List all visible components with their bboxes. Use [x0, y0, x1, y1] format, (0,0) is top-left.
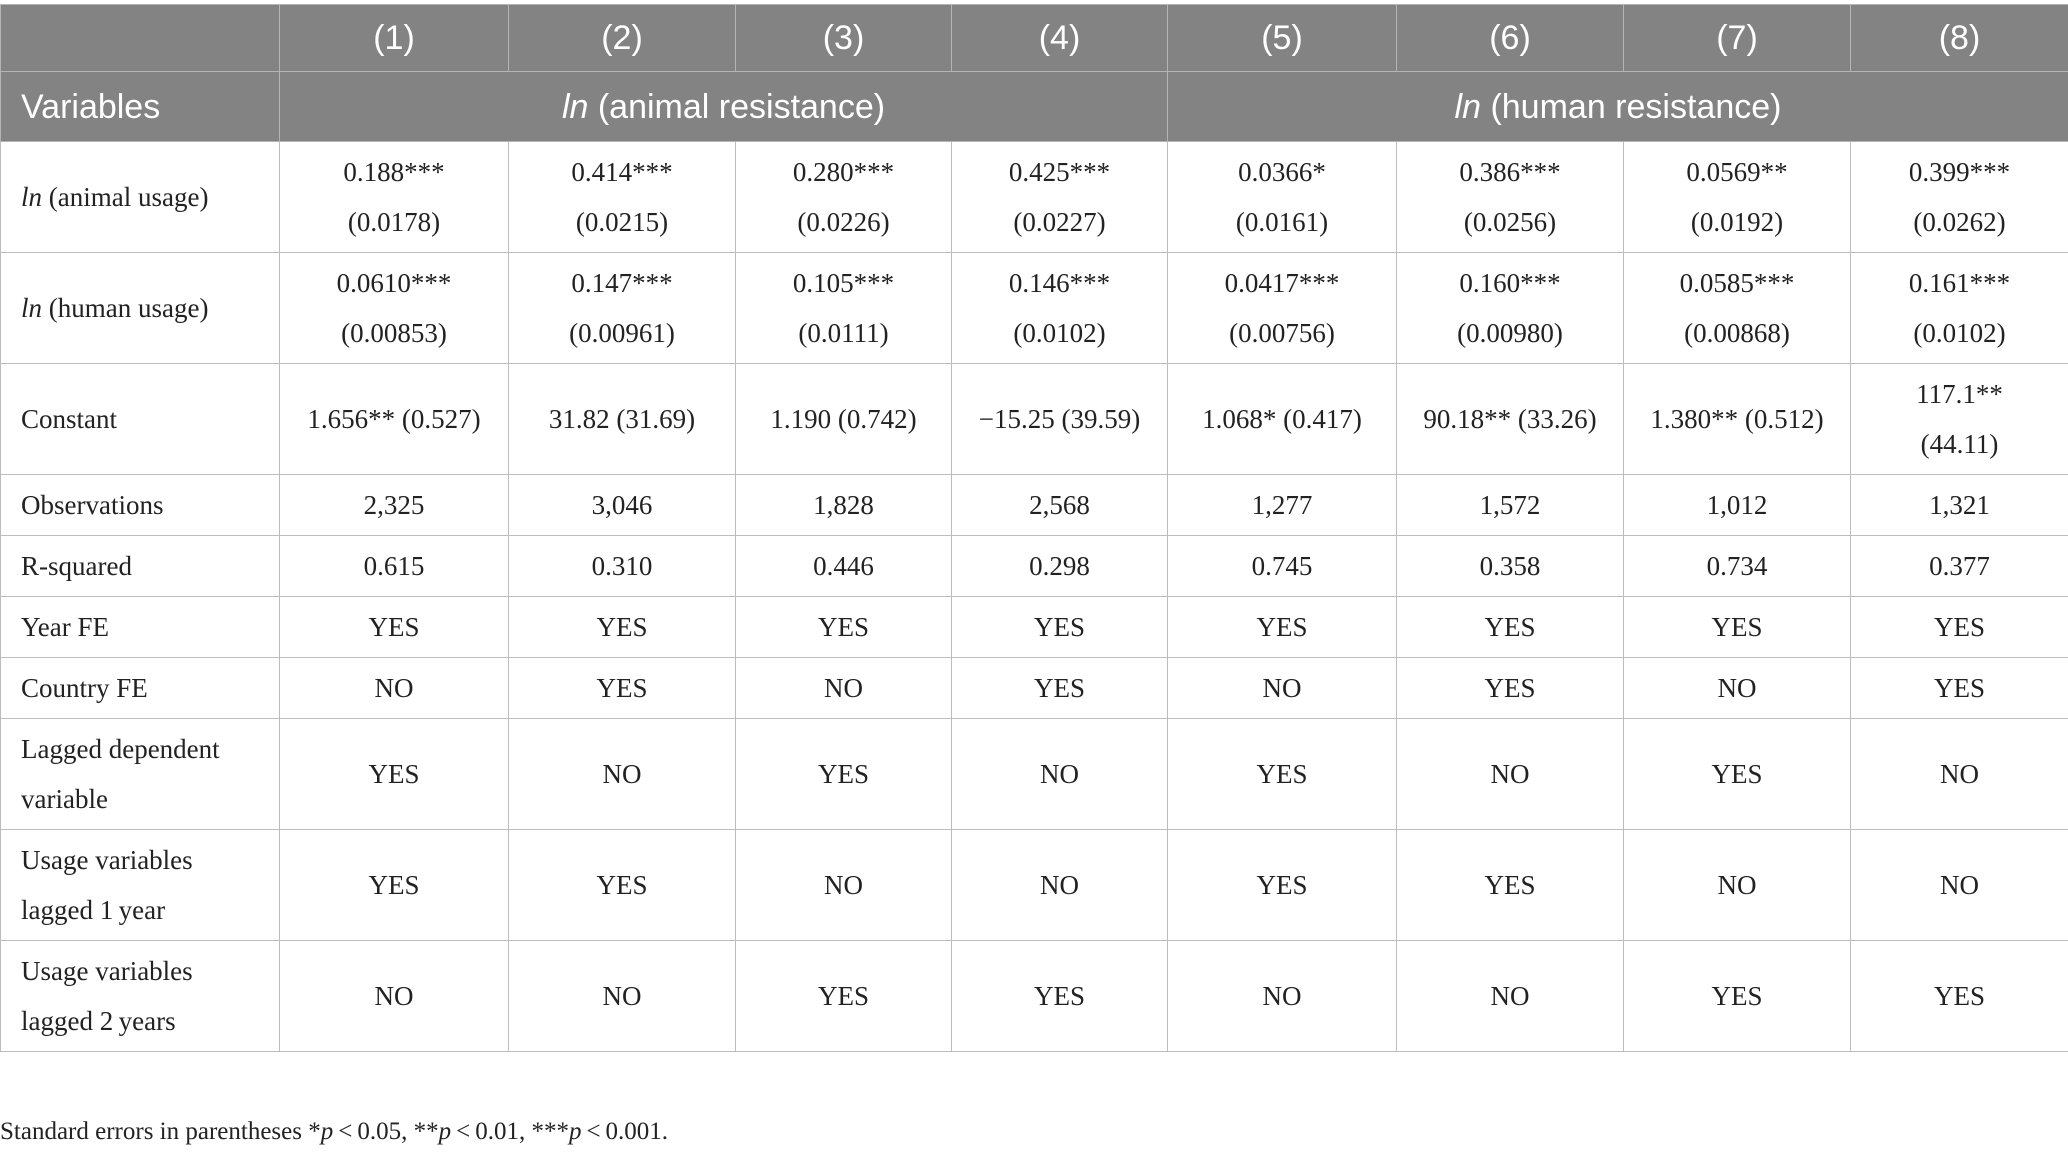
cell-value: NO: [824, 673, 863, 703]
cell-value: YES: [1484, 870, 1536, 900]
row-label-line: Lagged dependent: [21, 734, 220, 764]
table-row: [1, 830, 2068, 941]
cell-std-error: (0.0161): [1235, 207, 1329, 237]
cell-value: 0.0585***: [1679, 268, 1795, 298]
regression-table-container: [0, 4, 2068, 1052]
cell-value: NO: [1940, 870, 1979, 900]
cell-value: NO: [1040, 870, 1079, 900]
cell-value: YES: [1933, 981, 1985, 1011]
table-cell: [280, 253, 509, 364]
column-number: (5): [1168, 5, 1397, 72]
cell-value: YES: [1256, 759, 1308, 789]
table-cell: [1168, 364, 1397, 475]
table-cell: [736, 719, 952, 830]
row-label: R-squared: [1, 536, 280, 597]
table-cell: [280, 536, 509, 597]
cell-std-error: (0.0256): [1463, 207, 1557, 237]
cell-value: YES: [1256, 870, 1308, 900]
cell-value: YES: [1711, 759, 1763, 789]
cell-std-error: (0.0192): [1690, 207, 1784, 237]
cell-value: YES: [368, 759, 420, 789]
cell-value: 0.377: [1929, 551, 1990, 581]
table-cell: [736, 253, 952, 364]
cell-std-error: (0.0178): [347, 207, 441, 237]
cell-std-error: (0.00756): [1229, 318, 1335, 348]
table-cell: [1851, 830, 2068, 941]
cell-value: 1,828: [813, 490, 874, 520]
cell-value: 0.310: [591, 551, 653, 581]
cell-value: 0.280***: [792, 157, 895, 187]
cell-std-error: (0.0227): [1013, 207, 1106, 237]
table-cell: [509, 597, 736, 658]
table-cell: [736, 941, 952, 1052]
cell-value: 0.745: [1251, 551, 1313, 581]
table-cell: [1624, 597, 1851, 658]
footnote-p: p: [568, 1118, 582, 1145]
footnote-text: < 0.05, **: [333, 1118, 439, 1145]
cell-value: 0.0366*: [1238, 157, 1326, 187]
table-cell: [509, 364, 736, 475]
table-cell: [1397, 830, 1624, 941]
row-label: [1, 253, 280, 364]
table-cell: [280, 475, 509, 536]
cell-value: 1,012: [1706, 490, 1768, 520]
footnote-text: < 0.001.: [581, 1118, 669, 1145]
table-cell: [1624, 658, 1851, 719]
cell-value: YES: [1711, 612, 1763, 642]
cell-value: 0.161***: [1908, 268, 2011, 298]
animal-resistance-group-header: [280, 72, 1168, 142]
cell-value: 0.0569**: [1686, 157, 1788, 187]
cell-value: NO: [374, 673, 414, 703]
cell-value: YES: [368, 870, 420, 900]
table-cell: [736, 142, 952, 253]
row-label-line: Usage variables: [21, 845, 193, 875]
table-cell: [1851, 253, 2068, 364]
cell-value: NO: [824, 870, 863, 900]
table-cell: [509, 719, 736, 830]
row-label-text: (animal usage): [42, 182, 209, 212]
table-footnote: [0, 1118, 668, 1146]
cell-value: 0.446: [813, 551, 874, 581]
cell-std-error: (0.00961): [569, 318, 675, 348]
table-cell: [1168, 142, 1397, 253]
table-cell: [736, 658, 952, 719]
table-cell: [1397, 253, 1624, 364]
cell-value: 0.414***: [571, 157, 673, 187]
table-cell: [1397, 364, 1624, 475]
table-cell: [1851, 658, 2068, 719]
table-row: [1, 719, 2068, 830]
cell-std-error: (0.0262): [1913, 207, 2006, 237]
table-body: [1, 142, 2068, 1052]
row-label: Year FE: [1, 597, 280, 658]
cell-value: YES: [1711, 981, 1763, 1011]
group-prefix: ln: [1454, 87, 1481, 126]
table-row: [1, 142, 2068, 253]
table-cell: [509, 830, 736, 941]
table-row: [1, 253, 2068, 364]
table-cell: [1624, 253, 1851, 364]
table-cell: [1624, 142, 1851, 253]
table-cell: [1851, 536, 2068, 597]
row-label-prefix: ln: [21, 182, 43, 212]
table-cell: [509, 941, 736, 1052]
cell-value: 0.425***: [1008, 157, 1111, 187]
cell-value: 1.068* (0.417): [1202, 404, 1362, 434]
table-cell: [509, 658, 736, 719]
table-cell: [1851, 142, 2068, 253]
cell-value: 1.656** (0.527): [307, 404, 481, 434]
table-cell: [952, 941, 1168, 1052]
cell-std-error: (0.00980): [1457, 318, 1563, 348]
cell-value: 3,046: [591, 490, 653, 520]
table-cell: [736, 475, 952, 536]
table-cell: [1851, 364, 2068, 475]
cell-value: YES: [817, 759, 869, 789]
cell-value: NO: [1490, 981, 1530, 1011]
table-cell: [509, 253, 736, 364]
column-number: (6): [1397, 5, 1624, 72]
table-row: [1, 941, 2068, 1052]
row-label: [1, 830, 280, 941]
table-cell: [1851, 941, 2068, 1052]
table-cell: [952, 142, 1168, 253]
cell-std-error: (44.11): [1920, 429, 1999, 459]
table-row: [1, 597, 2068, 658]
cell-value: YES: [1033, 612, 1085, 642]
footnote-text: < 0.01, ***: [451, 1118, 569, 1145]
row-label: Observations: [1, 475, 280, 536]
cell-value: YES: [1933, 673, 1985, 703]
cell-value: −15.25 (39.59): [978, 404, 1141, 434]
table-cell: [280, 941, 509, 1052]
column-number: (7): [1624, 5, 1851, 72]
column-number: (1): [280, 5, 509, 72]
table-cell: [952, 658, 1168, 719]
regression-results-table: [0, 4, 2068, 1052]
cell-value: YES: [596, 673, 648, 703]
header-blank-cell: [1, 5, 280, 72]
cell-value: NO: [602, 981, 642, 1011]
cell-std-error: (0.0111): [798, 318, 889, 348]
cell-value: 0.734: [1706, 551, 1768, 581]
cell-value: 0.0610***: [336, 268, 452, 298]
cell-value: NO: [1040, 759, 1079, 789]
group-label: (animal resistance): [588, 87, 886, 126]
row-label: [1, 719, 280, 830]
cell-value: 0.146***: [1008, 268, 1111, 298]
footnote-text: Standard errors in parentheses *: [0, 1118, 321, 1145]
cell-value: 0.298: [1029, 551, 1090, 581]
row-label-line: variable: [21, 784, 108, 814]
group-label: (human resistance): [1481, 87, 1782, 126]
table-cell: [952, 475, 1168, 536]
table-cell: [1397, 142, 1624, 253]
table-cell: [1851, 597, 2068, 658]
cell-value: NO: [374, 981, 414, 1011]
cell-value: 0.147***: [571, 268, 673, 298]
cell-value: NO: [1490, 759, 1530, 789]
cell-value: 0.399***: [1908, 157, 2011, 187]
cell-value: NO: [1717, 673, 1757, 703]
cell-value: 31.82 (31.69): [548, 404, 696, 434]
cell-value: YES: [1033, 981, 1085, 1011]
table-cell: [1397, 536, 1624, 597]
table-cell: [952, 253, 1168, 364]
table-cell: [1397, 658, 1624, 719]
table-cell: [1397, 597, 1624, 658]
table-cell: [952, 719, 1168, 830]
cell-value: YES: [1484, 612, 1536, 642]
row-label-text: (human usage): [42, 293, 209, 323]
table-cell: [1168, 597, 1397, 658]
table-cell: [736, 597, 952, 658]
table-cell: [1397, 475, 1624, 536]
cell-value: 0.615: [363, 551, 425, 581]
cell-std-error: (0.0215): [575, 207, 669, 237]
cell-value: YES: [817, 981, 869, 1011]
cell-value: NO: [1717, 870, 1757, 900]
table-cell: [509, 142, 736, 253]
footnote-p: p: [320, 1118, 334, 1145]
table-cell: [1624, 536, 1851, 597]
cell-value: YES: [1933, 612, 1985, 642]
table-cell: [736, 536, 952, 597]
cell-value: YES: [368, 612, 420, 642]
column-number-row: [1, 5, 2068, 72]
table-row: [1, 364, 2068, 475]
cell-value: 117.1**: [1916, 379, 2003, 409]
table-cell: [1168, 536, 1397, 597]
cell-value: 1,572: [1479, 490, 1541, 520]
row-label: [1, 941, 280, 1052]
cell-value: 2,325: [363, 490, 425, 520]
table-cell: [1168, 719, 1397, 830]
table-cell: [280, 658, 509, 719]
table-cell: [952, 536, 1168, 597]
cell-value: 0.0417***: [1224, 268, 1340, 298]
cell-value: NO: [1940, 759, 1979, 789]
table-row: [1, 658, 2068, 719]
human-resistance-group-header: [1168, 72, 2068, 142]
column-number: (2): [509, 5, 736, 72]
cell-value: YES: [1033, 673, 1085, 703]
table-cell: [1168, 658, 1397, 719]
table-cell: [280, 364, 509, 475]
variable-group-row: [1, 72, 2068, 142]
table-cell: [736, 830, 952, 941]
cell-value: 0.386***: [1459, 157, 1561, 187]
column-number: (4): [952, 5, 1168, 72]
cell-value: 1.380** (0.512): [1650, 404, 1824, 434]
table-cell: [1624, 941, 1851, 1052]
table-cell: [1851, 719, 2068, 830]
table-cell: [736, 364, 952, 475]
table-cell: [1851, 475, 2068, 536]
table-cell: [280, 830, 509, 941]
variables-header: Variables: [1, 72, 280, 142]
table-cell: [1624, 719, 1851, 830]
cell-value: YES: [596, 870, 648, 900]
row-label: [1, 142, 280, 253]
cell-value: 2,568: [1029, 490, 1090, 520]
cell-value: YES: [817, 612, 869, 642]
column-number: (8): [1851, 5, 2068, 72]
cell-value: 1.190 (0.742): [770, 404, 917, 434]
cell-value: 0.188***: [343, 157, 445, 187]
row-label: Country FE: [1, 658, 280, 719]
table-cell: [952, 597, 1168, 658]
table-cell: [1397, 941, 1624, 1052]
table-cell: [952, 364, 1168, 475]
cell-value: NO: [602, 759, 642, 789]
cell-value: YES: [596, 612, 648, 642]
cell-value: 0.160***: [1459, 268, 1561, 298]
cell-value: NO: [1262, 673, 1302, 703]
table-row: [1, 475, 2068, 536]
table-cell: [952, 830, 1168, 941]
group-prefix: ln: [561, 87, 589, 126]
table-cell: [1168, 475, 1397, 536]
table-cell: [1397, 719, 1624, 830]
table-cell: [280, 719, 509, 830]
cell-value: 0.105***: [792, 268, 895, 298]
table-cell: [1168, 941, 1397, 1052]
row-label-line: lagged 1 year: [21, 895, 166, 925]
row-label-line: lagged 2 years: [21, 1006, 176, 1036]
cell-value: YES: [1484, 673, 1536, 703]
cell-value: 1,321: [1929, 490, 1990, 520]
cell-std-error: (0.0102): [1913, 318, 2006, 348]
table-row: [1, 536, 2068, 597]
cell-std-error: (0.00853): [341, 318, 447, 348]
table-cell: [1168, 830, 1397, 941]
table-cell: [1624, 364, 1851, 475]
row-label: Constant: [1, 364, 280, 475]
row-label-line: Usage variables: [21, 956, 193, 986]
table-cell: [1624, 475, 1851, 536]
footnote-p: p: [438, 1118, 452, 1145]
table-cell: [280, 142, 509, 253]
cell-std-error: (0.0102): [1013, 318, 1106, 348]
cell-value: 0.358: [1479, 551, 1541, 581]
table-cell: [509, 536, 736, 597]
cell-std-error: (0.00868): [1684, 318, 1790, 348]
table-cell: [1624, 830, 1851, 941]
cell-value: 1,277: [1251, 490, 1313, 520]
cell-std-error: (0.0226): [797, 207, 890, 237]
column-number: (3): [736, 5, 952, 72]
row-label-prefix: ln: [21, 293, 43, 323]
cell-value: NO: [1262, 981, 1302, 1011]
table-cell: [1168, 253, 1397, 364]
cell-value: YES: [1256, 612, 1308, 642]
cell-value: 90.18** (33.26): [1423, 404, 1597, 434]
table-cell: [280, 597, 509, 658]
table-cell: [509, 475, 736, 536]
